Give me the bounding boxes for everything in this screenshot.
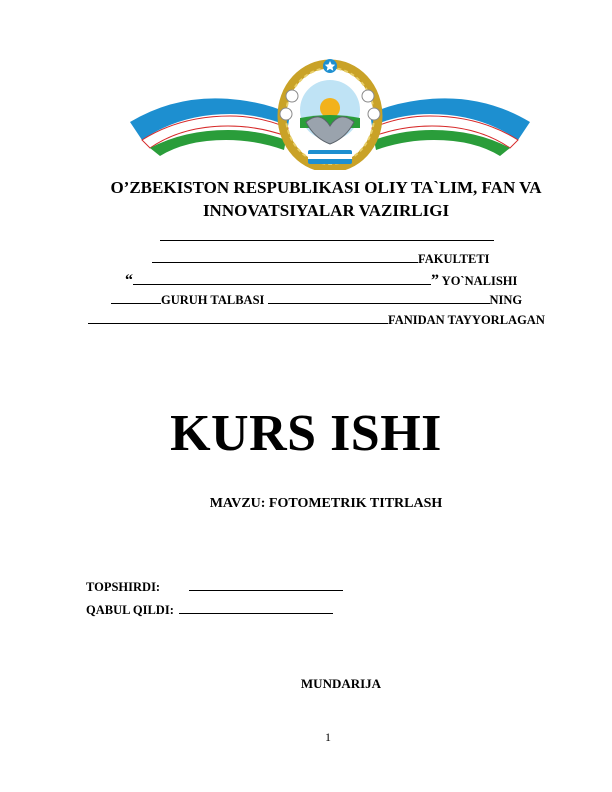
fanidan-line <box>88 313 545 328</box>
yonalishi-label: YO`NALISHI <box>441 274 518 288</box>
left-ribbon-icon <box>130 98 290 156</box>
right-ribbon-icon <box>370 98 530 156</box>
ning-label: NING <box>489 293 523 307</box>
qabul-label: QABUL QILDI: <box>86 603 174 617</box>
document-title: KURS ISHI <box>170 405 442 462</box>
open-quote: “ <box>125 272 133 289</box>
student-name-blank <box>268 293 490 304</box>
ministry-line-1: O’ZBEKISTON RESPUBLIKASI OLIY TA`LIM, FAN VA <box>110 178 542 197</box>
topshirdi-label: TOPSHIRDI: <box>86 580 161 594</box>
fakulteti-blank <box>152 252 418 263</box>
qabul-line <box>86 603 333 618</box>
fanidan-blank <box>88 313 388 324</box>
fakulteti-line <box>152 252 490 267</box>
topshirdi-line <box>86 580 343 595</box>
fanidan-label: FANIDAN TAYYORLAGAN <box>388 313 545 327</box>
ministry-line-2: INNOVATSIYALAR VAZIRLIGI <box>202 201 450 220</box>
guruh-blank <box>111 293 161 304</box>
guruh-label: GURUH TALBASI <box>161 293 265 307</box>
fakulteti-label: FAKULTETI <box>418 252 490 266</box>
contents-heading: MUNDARIJA <box>300 676 382 691</box>
yonalishi-line <box>125 272 517 290</box>
qabul-blank <box>179 603 333 614</box>
topshirdi-blank <box>189 580 343 591</box>
state-emblem-icon <box>120 52 540 170</box>
topic-line: MAVZU: FOTOMETRIK TITRLASH <box>209 496 443 511</box>
close-quote: ” <box>431 272 439 289</box>
page-number: 1 <box>325 730 331 744</box>
ministry-heading <box>70 176 582 222</box>
blank-rule <box>160 230 494 241</box>
guruh-line <box>111 293 522 308</box>
yonalishi-blank <box>133 274 431 285</box>
